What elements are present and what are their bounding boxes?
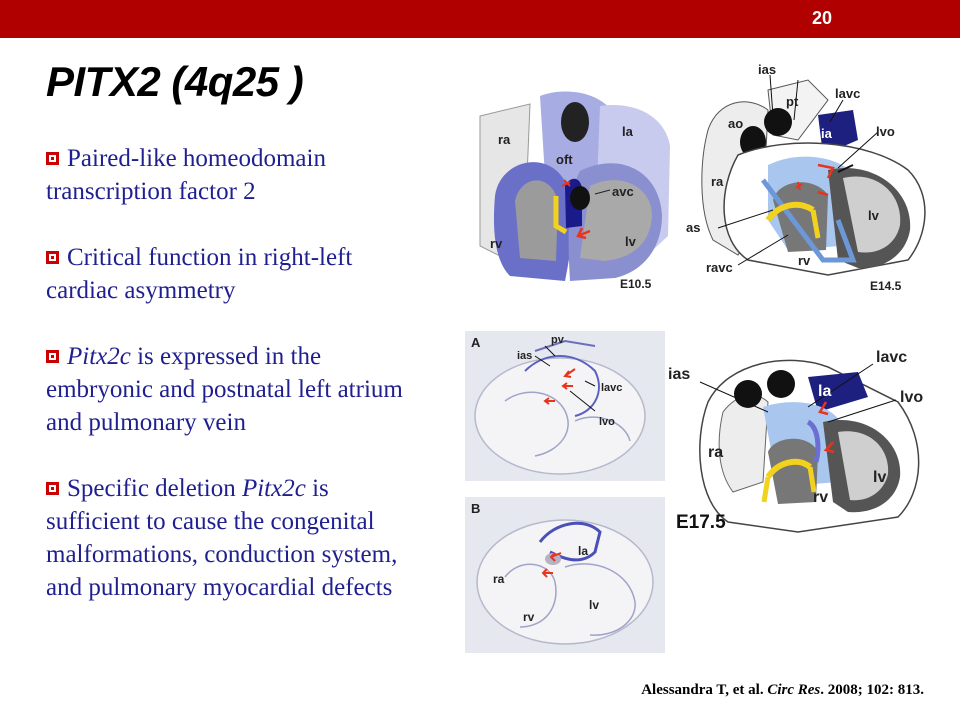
label-la: la xyxy=(578,544,589,558)
stage-label: E10.5 xyxy=(620,277,652,291)
stage-label: E17.5 xyxy=(676,512,726,533)
gene-name: Pitx2c xyxy=(67,343,131,370)
label-ao: ao xyxy=(728,116,744,131)
bullet-box-icon xyxy=(46,152,59,165)
label-oft: oft xyxy=(556,152,573,167)
bullet-box-icon xyxy=(46,350,59,363)
bullet-item xyxy=(46,241,426,307)
label-pv: pv xyxy=(551,334,564,346)
label-lvo: lvo xyxy=(876,124,895,139)
heart-diagram-e10-5 xyxy=(470,86,675,296)
label-rv: rv xyxy=(798,253,811,268)
label-avc: avc xyxy=(612,184,634,199)
bullet-text: Specific deletion xyxy=(67,475,242,502)
label-la: la xyxy=(818,383,832,400)
histology-panel-b xyxy=(465,497,665,653)
bullet-text: is expressed in the embryonic and postnatal left atrium and pulmonary vein xyxy=(46,343,403,436)
slide-number: 20 xyxy=(811,8,832,28)
slide-title: PITX2 (4q25 ) xyxy=(46,58,304,105)
label-rv: rv xyxy=(813,489,829,506)
histology-panel-a xyxy=(465,331,665,481)
label-ra: ra xyxy=(498,132,511,147)
header-bar xyxy=(0,0,960,38)
bullet-list xyxy=(46,142,426,637)
label-ra: ra xyxy=(493,572,505,586)
label-lvo: lvo xyxy=(599,416,615,428)
label-la: la xyxy=(622,124,633,139)
label-as: as xyxy=(686,220,701,235)
label-lavc: lavc xyxy=(835,86,861,101)
citation-journal: Circ Res xyxy=(767,682,821,698)
label-lv: lv xyxy=(868,208,879,223)
citation-details: . 2008; 102: 813. xyxy=(820,682,924,698)
label-lavc: lavc xyxy=(601,382,623,394)
label-lv: lv xyxy=(589,598,600,612)
citation-authors: Alessandra T, et al. xyxy=(641,682,768,698)
bullet-text: Paired-like homeodomain transcription factor 2 xyxy=(46,145,326,205)
label-rv: rv xyxy=(523,610,535,624)
label-pt: pt xyxy=(786,94,799,109)
panel-letter: B xyxy=(471,501,481,516)
label-ravc: ravc xyxy=(706,260,733,275)
gene-name: Pitx2c xyxy=(241,475,306,502)
panel-letter: A xyxy=(471,335,481,350)
bullet-box-icon xyxy=(46,251,59,264)
bullet-text: Critical function in right-left cardiac asymmetry xyxy=(46,244,353,304)
label-lv: lv xyxy=(873,469,887,486)
label-ias: ias xyxy=(758,62,777,77)
heart-diagram-e14-5 xyxy=(678,60,940,296)
bullet-item xyxy=(46,142,426,208)
label-ia: ia xyxy=(821,126,832,141)
label-lvo: lvo xyxy=(900,389,924,406)
bullet-box-icon xyxy=(46,482,59,495)
bullet-text: is sufficient to cause the congenital malformations, conduction system, and pulmonary myocardial defects xyxy=(46,475,398,601)
label-ra: ra xyxy=(711,174,724,189)
label-ias: ias xyxy=(517,350,533,362)
label-rv: rv xyxy=(490,236,503,251)
label-ra: ra xyxy=(708,444,724,461)
stage-label: E14.5 xyxy=(870,279,902,293)
label-lv: lv xyxy=(625,234,636,249)
label-lavc: lavc xyxy=(876,349,908,366)
bullet-item xyxy=(46,340,426,439)
heart-diagram-e17-5 xyxy=(668,342,940,542)
citation xyxy=(641,682,924,699)
label-ias: ias xyxy=(668,366,691,383)
bullet-item xyxy=(46,472,426,604)
